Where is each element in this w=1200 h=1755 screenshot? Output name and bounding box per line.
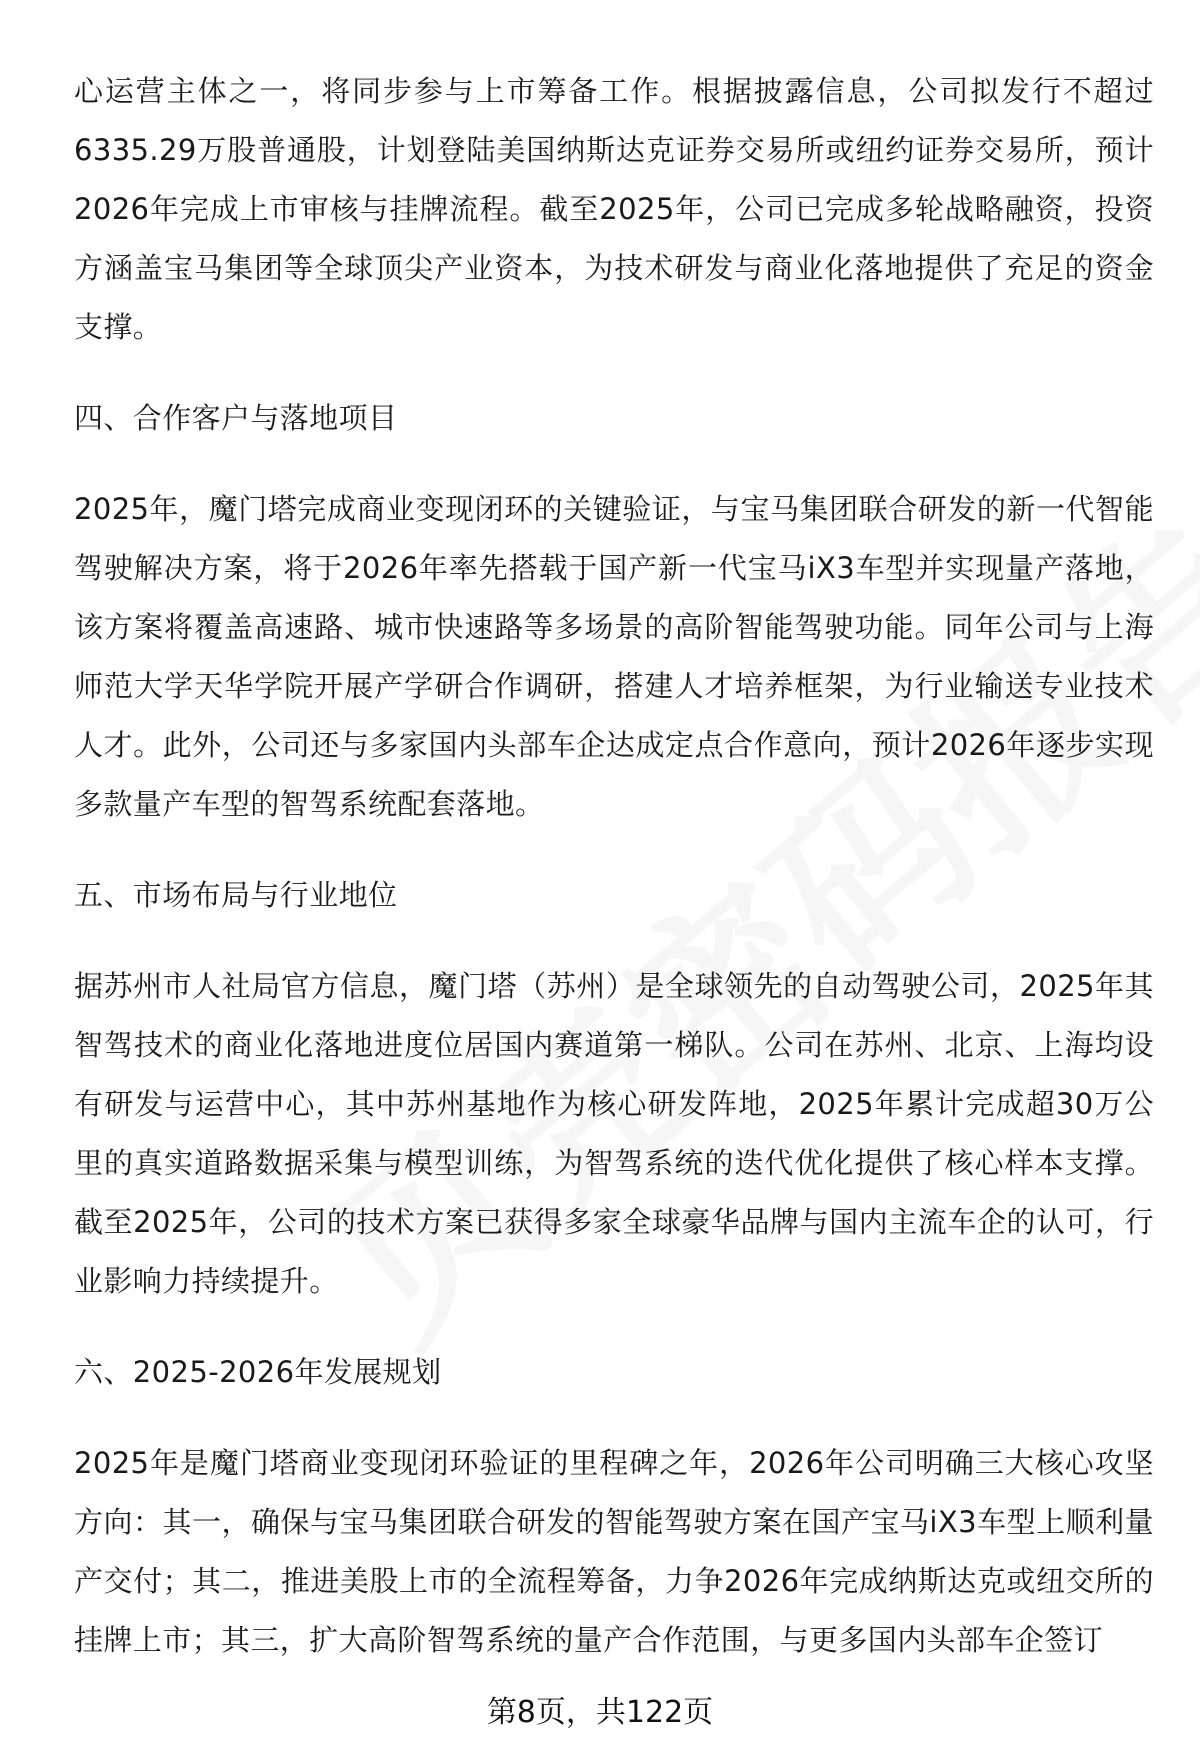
paragraph-market: 据苏州市人社局官方信息，魔门塔（苏州）是全球领先的自动驾驶公司，2025年其智驾技术的商业化落地进度位居国内赛道第一梯队。公司在苏州、北京、上海均设有研发与运营中心，其中苏州基地作为核心研发阵地，2025年累计完成超30万公里的真实道路数据采集与模型训练，为智驾系统的迭代优化提供了核心样本支撑。截至2025年，公司的技术方案已获得多家全球豪华品牌与国内主流车企的认可，行业影响力持续提升。 [74, 969, 1154, 1298]
section-heading-plan: 六、2025-2026年发展规划 [74, 1355, 442, 1389]
paragraph-plan: 2025年是魔门塔商业变现闭环验证的里程碑之年，2026年公司明确三大核心攻坚方向：其一，确保与宝马集团联合研发的智能驾驶方案在国产宝马iX3车型上顺利量产交付；其二，推进美股上市的全流程筹备，力争2026年完成纳斯达克或纽交所的挂牌上市；其三，扩大高阶智驾系统的量产合作范围，与更多国内头部车企签订 [74, 1446, 1154, 1657]
section-heading-customers: 四、合作客户与落地项目 [74, 401, 398, 435]
paragraph-customers: 2025年，魔门塔完成商业变现闭环的关键验证，与宝马集团联合研发的新一代智能驾驶解决方案，将于2026年率先搭载于国产新一代宝马iX3车型并实现量产落地，该方案将覆盖高速路、城市快速路等多场景的高阶智能驾驶功能。同年公司与上海师范大学天华学院开展产学研合作调研，搭建人才培养框架，为行业输送专业技术人才。此外，公司还与多家国内头部车企达成定点合作意向，预计2026年逐步实现多款量产车型的智驾系统配套落地。 [74, 492, 1154, 821]
document-page [74, 62, 1154, 1702]
section-heading-market: 五、市场布局与行业地位 [74, 878, 398, 912]
page-number-footer: 第8页，共122页 [486, 1695, 714, 1730]
paragraph-financing: 心运营主体之一，将同步参与上市筹备工作。根据披露信息，公司拟发行不超过6335.29万股普通股，计划登陆美国纳斯达克证券交易所或纽约证券交易所，预计2026年完成上市审核与挂牌流程。截至2025年，公司已完成多轮战略融资，投资方涵盖宝马集团等全球顶尖产业资本，为技术研发与商业化落地提供了充足的资金支撑。 [74, 74, 1154, 344]
